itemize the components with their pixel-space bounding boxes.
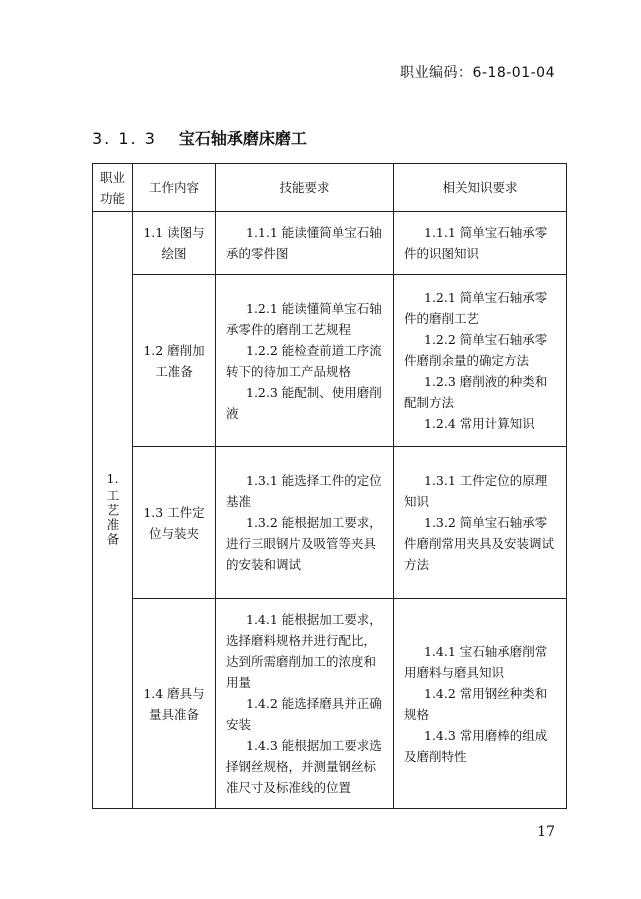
knowledge-item: 1.2.4 常用计算知识	[424, 416, 535, 431]
function-name: 工艺准备	[105, 488, 120, 547]
skill-item: 1.3.2 能根据加工要求，进行三眼钢片及吸管等夹具的安装和调试	[226, 515, 382, 572]
section-title: 宝石轴承磨床磨工	[178, 129, 307, 148]
knowledge-cell	[394, 599, 567, 809]
section-heading	[92, 126, 307, 149]
knowledge-item: 1.2.2 简单宝石轴承零件磨削余量的确定方法	[404, 332, 548, 368]
knowledge-item: 1.4.1 宝石轴承磨削常用磨料与磨具知识	[404, 643, 548, 680]
knowledge-item: 1.2.1 简单宝石轴承零件的磨削工艺	[404, 290, 548, 326]
skill-item: 1.2.1 能读懂简单宝石轴承零件的磨削工艺规程	[226, 300, 382, 337]
knowledge-cell	[394, 447, 567, 599]
work-content: 1.3 工件定位与装夹	[133, 447, 216, 599]
table-row	[93, 599, 567, 809]
skill-item: 1.1.1 能读懂简单宝石轴承的零件图	[226, 225, 382, 261]
knowledge-item: 1.4.3 常用磨棒的组成及磨削特性	[404, 727, 548, 764]
skills-cell	[216, 212, 394, 275]
header-knowledge: 相关知识要求	[394, 164, 567, 212]
knowledge-cell	[394, 212, 567, 275]
skill-item: 1.2.2 能检查前道工序流转下的待加工产品规格	[226, 342, 382, 379]
header-skills: 技能要求	[216, 164, 394, 212]
table-header-row	[93, 164, 567, 212]
work-content: 1.1 读图与绘图	[133, 212, 216, 275]
skill-item: 1.2.3 能配制、使用磨削液	[226, 384, 382, 421]
header-work: 工作内容	[133, 164, 216, 212]
skills-cell	[216, 447, 394, 599]
skill-item: 1.4.2 能选择磨具并正确安装	[226, 696, 382, 732]
skills-table	[92, 163, 567, 809]
function-cell	[93, 212, 133, 809]
skill-item: 1.4.1 能根据加工要求，选择磨料规格并进行配比，达到所需磨削加工的浓度和用量	[226, 612, 382, 690]
header-function: 职业功能	[93, 164, 133, 212]
knowledge-item: 1.3.2 简单宝石轴承零件磨削常用夹具及安装调试方法	[404, 515, 555, 572]
table-row	[93, 212, 567, 275]
knowledge-item: 1.2.3 磨削液的种类和配制方法	[404, 374, 548, 410]
function-number: 1.	[106, 470, 119, 486]
skills-cell	[216, 599, 394, 809]
knowledge-item: 1.1.1 简单宝石轴承零件的识图知识	[404, 225, 548, 261]
work-content: 1.4 磨具与量具准备	[133, 599, 216, 809]
table-row	[93, 447, 567, 599]
table-row	[93, 275, 567, 447]
knowledge-cell	[394, 275, 567, 447]
section-number: 3. 1. 3	[92, 129, 157, 148]
occupation-code: 职业编码：6-18-01-04	[399, 65, 555, 81]
skill-item: 1.3.1 能选择工件的定位基准	[226, 473, 382, 509]
page-number: 17	[537, 824, 555, 840]
work-content: 1.2 磨削加工准备	[133, 275, 216, 447]
knowledge-item: 1.3.1 工件定位的原理知识	[404, 473, 548, 509]
knowledge-item: 1.4.2 常用钢丝种类和规格	[404, 685, 548, 722]
skill-item: 1.4.3 能根据加工要求选择钢丝规格，并测量钢丝标准尺寸及标准线的位置	[226, 738, 382, 795]
skills-cell	[216, 275, 394, 447]
